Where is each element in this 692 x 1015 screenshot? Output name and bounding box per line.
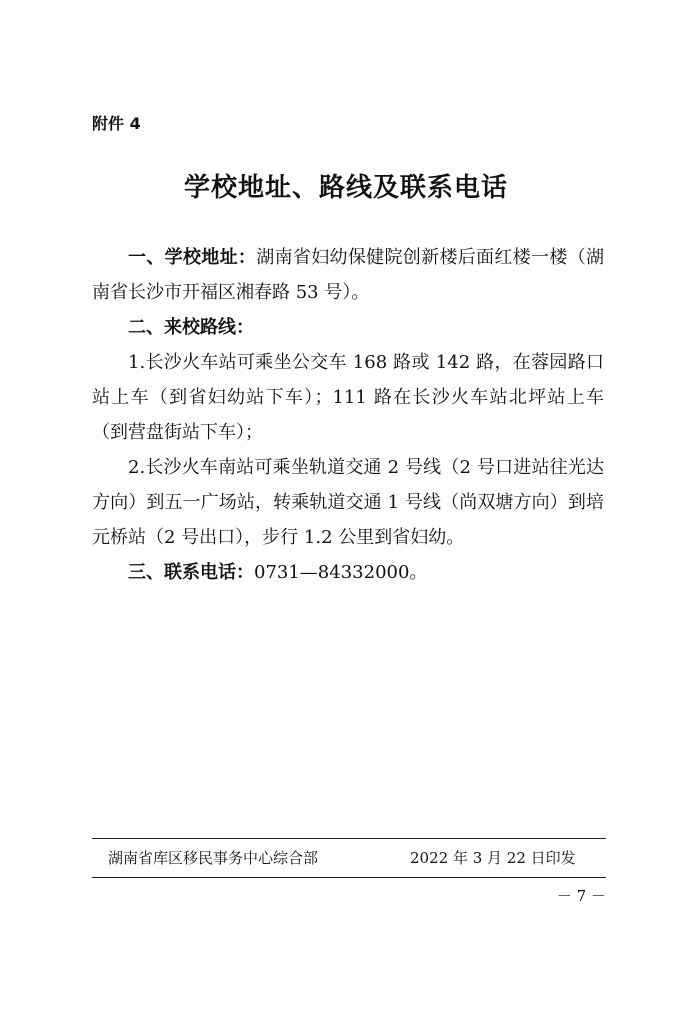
address-heading: 一、学校地址： <box>128 247 257 268</box>
attachment-label: 附件 4 <box>92 114 141 133</box>
footer-date: 2022 年 3 月 22 日印发 <box>410 849 576 867</box>
document-body <box>92 240 604 590</box>
route-heading: 二、来校路线： <box>128 317 254 338</box>
document-title: 学校地址、路线及联系电话 <box>183 173 508 203</box>
footer-top-rule <box>92 838 606 839</box>
footer-bottom-rule <box>92 877 606 878</box>
route-item-1: 1.长沙火车站可乘坐公交车 168 路或 142 路，在蓉园路口站上车（到省妇幼站下车）；111 路在长沙火车站北坪站上车（到营盘街站下车）； <box>92 352 604 443</box>
route-heading-paragraph <box>92 310 604 345</box>
page-number: － 7 － <box>556 887 606 905</box>
address-paragraph <box>92 240 604 310</box>
contact-text: 0731—84332000。 <box>254 562 428 583</box>
route-item-2: 2.长沙火车南站可乘坐轨道交通 2 号线（2 号口进站往光达方向）到五一广场站，转乘轨道交通 1 号线（尚双塘方向）到培元桥站（2 号出口），步行 1.2 公里到省妇幼。 <box>92 457 604 548</box>
contact-paragraph <box>92 555 604 590</box>
footer-issuer: 湖南省库区移民事务中心综合部 <box>108 849 319 867</box>
address-text: 湖南省妇幼保健院创新楼后面红楼一楼（湖南省长沙市开福区湘春路 53 号）。 <box>92 247 605 303</box>
contact-heading: 三、联系电话： <box>128 562 254 583</box>
